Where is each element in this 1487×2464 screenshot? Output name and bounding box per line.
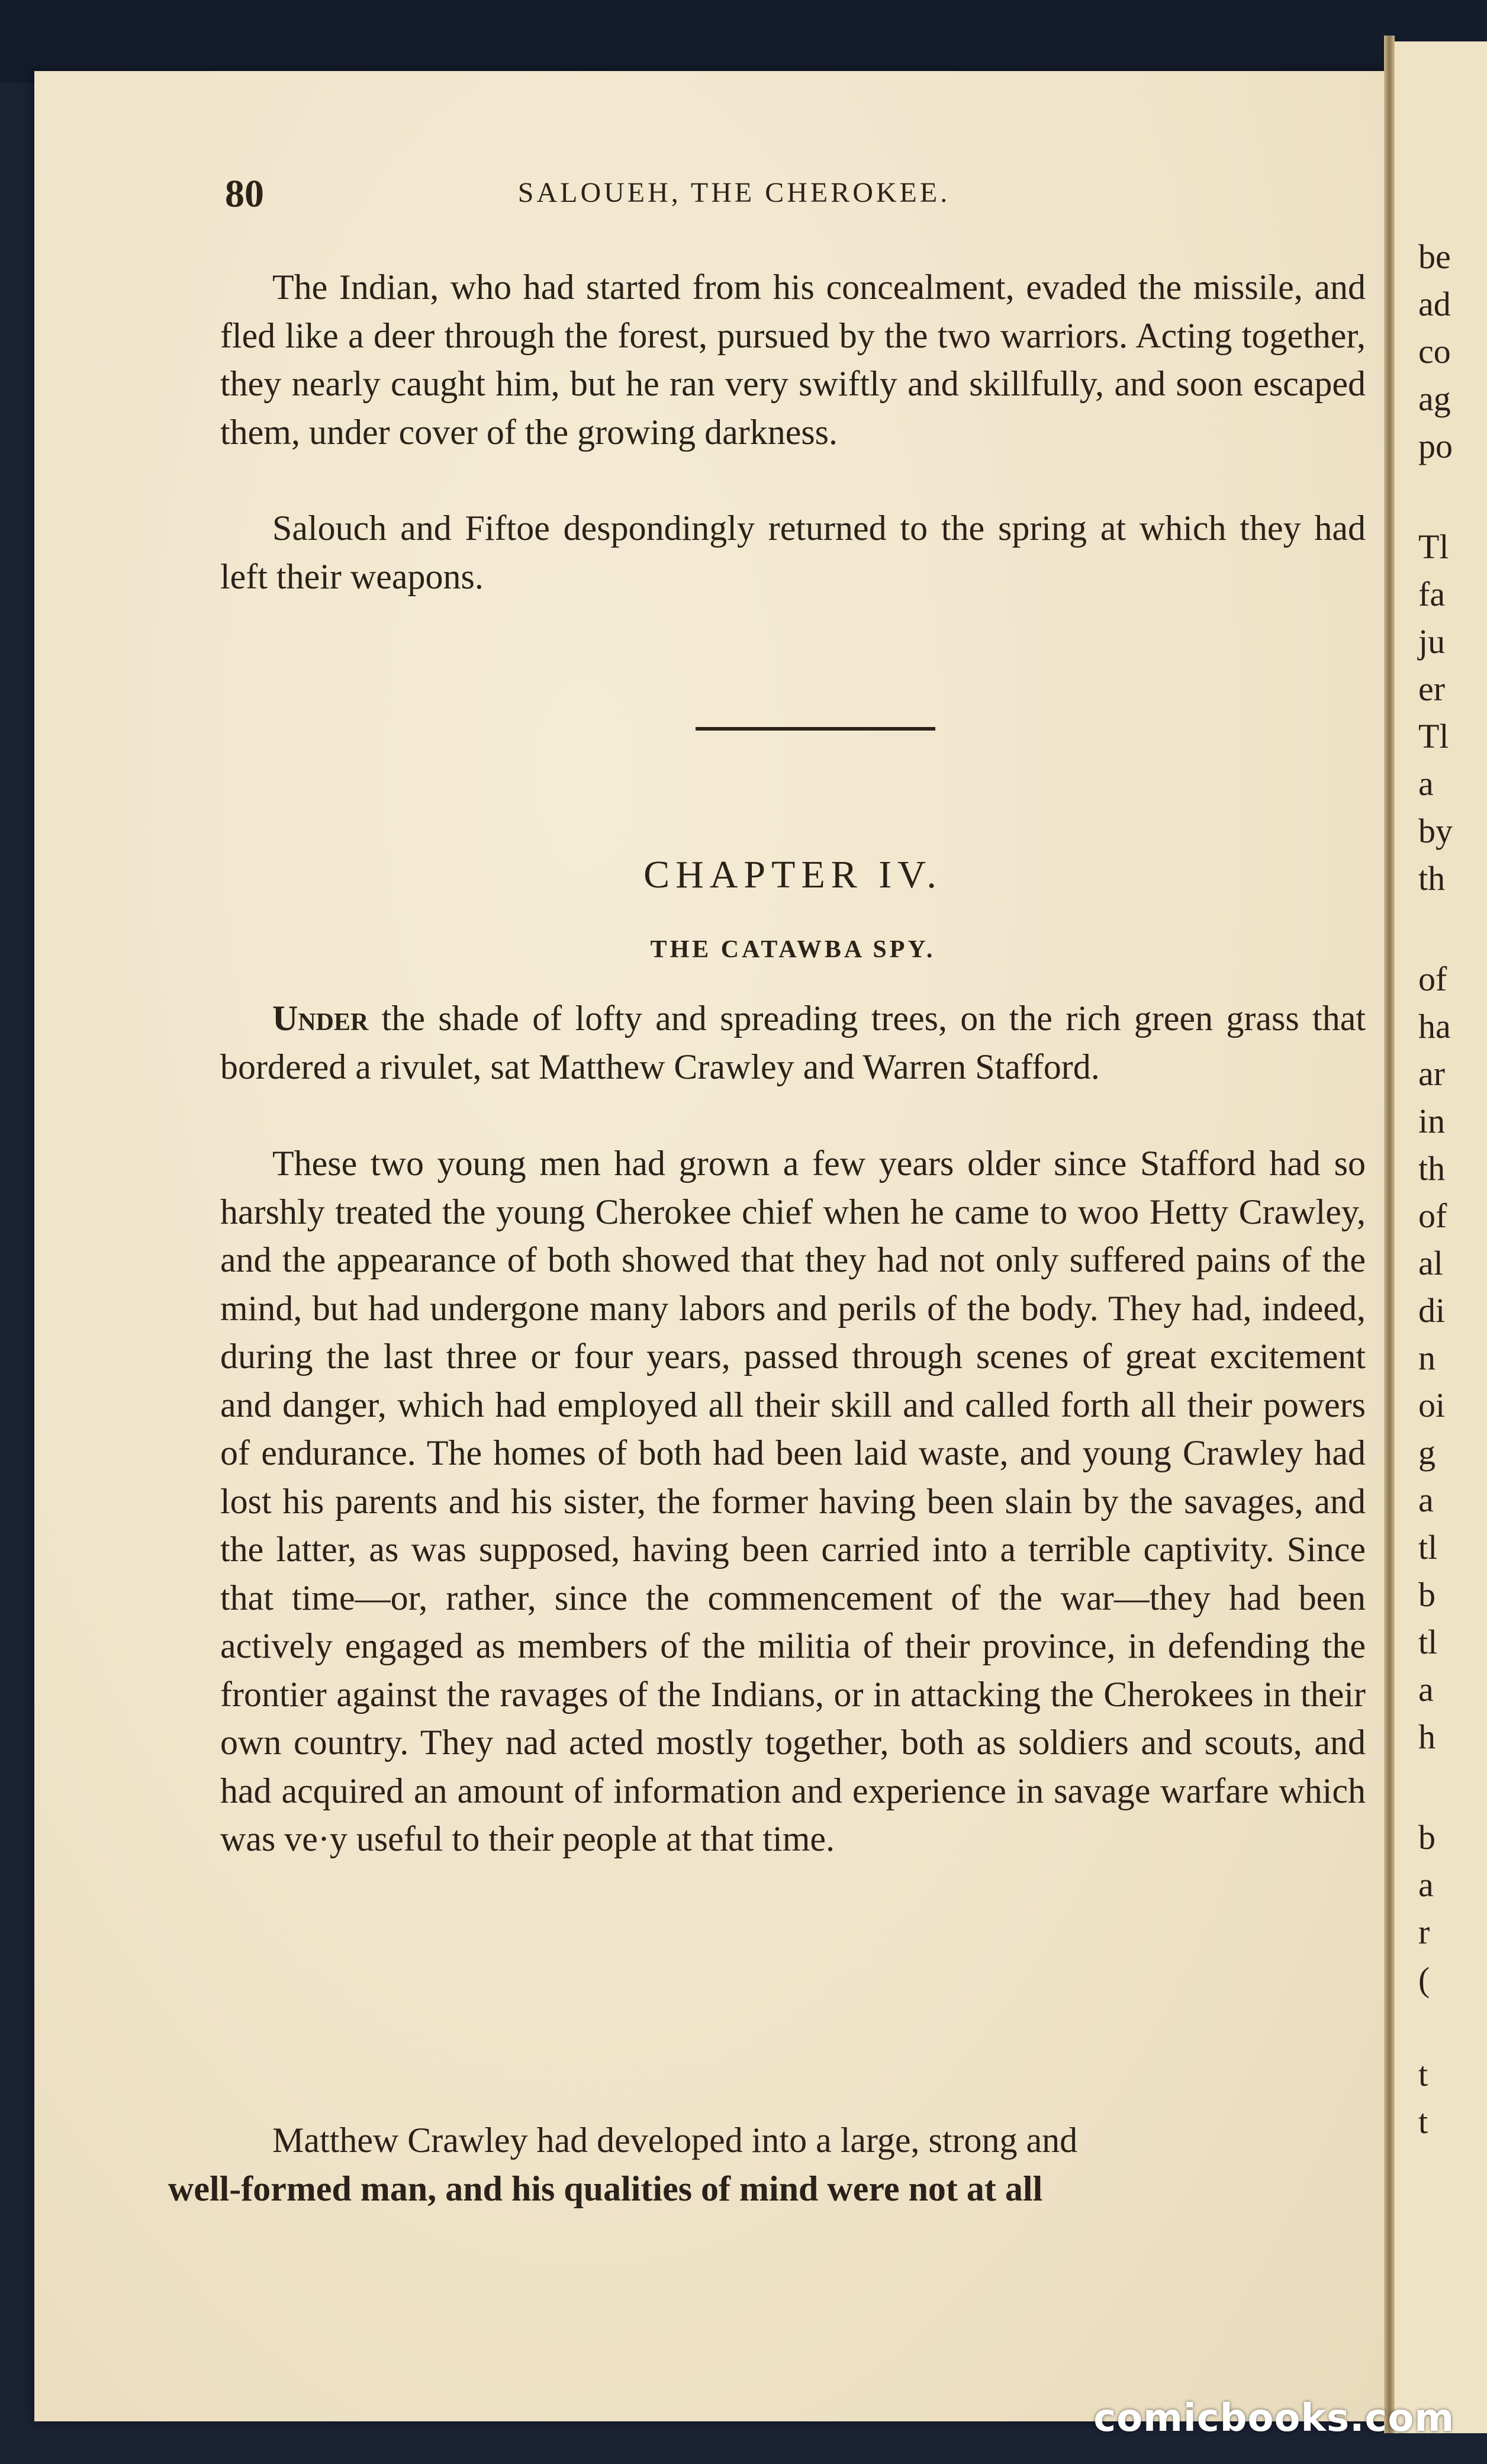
paragraph-2: Salouch and Fiftoe despondingly returned to the spring at which they had left their weapons.: [220, 509, 1366, 596]
facing-page-fragment: oi: [1418, 1386, 1446, 1424]
book-gutter: [1384, 36, 1395, 2433]
paragraph-5-line2: well-formed man, and his qualities of mind were not at all: [168, 2169, 1043, 2208]
facing-page-fragment: be: [1418, 237, 1451, 276]
facing-page-fragment: (: [1418, 1960, 1430, 1999]
paragraph-3: [220, 995, 1366, 1091]
facing-page-fragment: al: [1418, 1244, 1443, 1282]
facing-page-fragment: by: [1418, 812, 1453, 850]
section-divider: [696, 727, 935, 731]
facing-page: [1395, 41, 1487, 2433]
background-top: [0, 0, 1487, 83]
facing-page-fragment: ag: [1418, 379, 1451, 418]
page-number: 80: [225, 172, 264, 215]
facing-page-fragment: in: [1418, 1102, 1446, 1140]
facing-page-fragment: po: [1418, 427, 1453, 465]
facing-page-fragment: tl: [1418, 1528, 1438, 1566]
facing-page-fragment: t: [1418, 2102, 1428, 2141]
chapter-subtitle: THE CATAWBA SPY.: [650, 936, 936, 963]
facing-page-fragment: Tl: [1418, 717, 1449, 755]
facing-page-fragment: Tl: [1418, 527, 1449, 566]
paragraph-4: These two young men had grown a few years older since Stafford had so harshly treated the young Cherokee chief when he came to woo Hetty Crawley, and the appearance of both showed that they had not only suffered pains of the mind, but had undergone many labors and perils of the body. They had, indeed, during the last three or four years, passed through scenes of great excitement and danger, which had employed all their skill and called forth all their powers of endurance. The homes of both had been laid waste, and young Crawley had lost his parents and his sister, the former having been slain by the savages, and the latter, as was supposed, having been carried into a terrible captivity. Since that time—or, rather, since the commencement of the war—they had been actively engaged as members of the militia of their province, in defending the frontier against the ravages of the Indians, or in attacking the Cherokees in their own country. They nad acted mostly together, both as soldiers and scouts, and had acquired an amount of information and experience in savage warfare which was ve·y useful to their people at that time.: [220, 1144, 1366, 1858]
facing-page-fragment: ar: [1418, 1054, 1446, 1093]
facing-page-fragment: n: [1418, 1339, 1435, 1377]
facing-page-fragment: ha: [1418, 1007, 1451, 1046]
watermark: comicbooks.com: [1093, 2397, 1454, 2440]
facing-page-fragment: a: [1418, 764, 1434, 803]
paragraph-3-rest: the shade of lofty and spreading trees, on the rich green grass that bordered a rivulet, sat Matthew Crawley and Warren Stafford.: [220, 999, 1366, 1086]
facing-page-fragment: of: [1418, 960, 1447, 998]
facing-page-fragment: fa: [1418, 575, 1446, 613]
facing-page-fragment: a: [1418, 1670, 1434, 1709]
paragraph-3-lead: Under: [272, 999, 369, 1038]
facing-page-fragment: tl: [1418, 1623, 1438, 1661]
facing-page-fragment: t: [1418, 2055, 1428, 2093]
facing-page-fragment: di: [1418, 1291, 1446, 1330]
facing-page-fragment: r: [1418, 1913, 1430, 1951]
facing-page-fragment: co: [1418, 332, 1451, 371]
facing-page-fragment: b: [1418, 1575, 1435, 1614]
facing-page-fragment: ad: [1418, 285, 1451, 323]
facing-page-fragment: ju: [1418, 622, 1446, 661]
facing-page-fragment: a: [1418, 1865, 1434, 1904]
chapter-heading: CHAPTER IV.: [643, 853, 942, 896]
facing-page-fragment: b: [1418, 1818, 1435, 1857]
paragraph-1: The Indian, who had started from his concealment, evaded the missile, and fled like a deer through the forest, pursued by the two warriors. Acting together, they nearly caught him, but he ran very swiftly and skillfully, and soon escaped them, under cover of the growing darkness.: [220, 268, 1366, 452]
facing-page-fragment: er: [1418, 670, 1446, 708]
paragraph-5: [168, 2116, 1366, 2213]
facing-page-fragment: th: [1418, 859, 1446, 898]
facing-page-fragment: a: [1418, 1481, 1434, 1519]
facing-page-fragment: of: [1418, 1196, 1447, 1235]
running-title: SALOUEH, THE CHEROKEE.: [517, 177, 951, 208]
facing-page-fragment: th: [1418, 1149, 1446, 1188]
paragraph-5-line1: Matthew Crawley had developed into a large, strong and: [272, 2121, 1078, 2160]
facing-page-fragment: g: [1418, 1433, 1435, 1472]
facing-page-fragment: h: [1418, 1717, 1435, 1756]
